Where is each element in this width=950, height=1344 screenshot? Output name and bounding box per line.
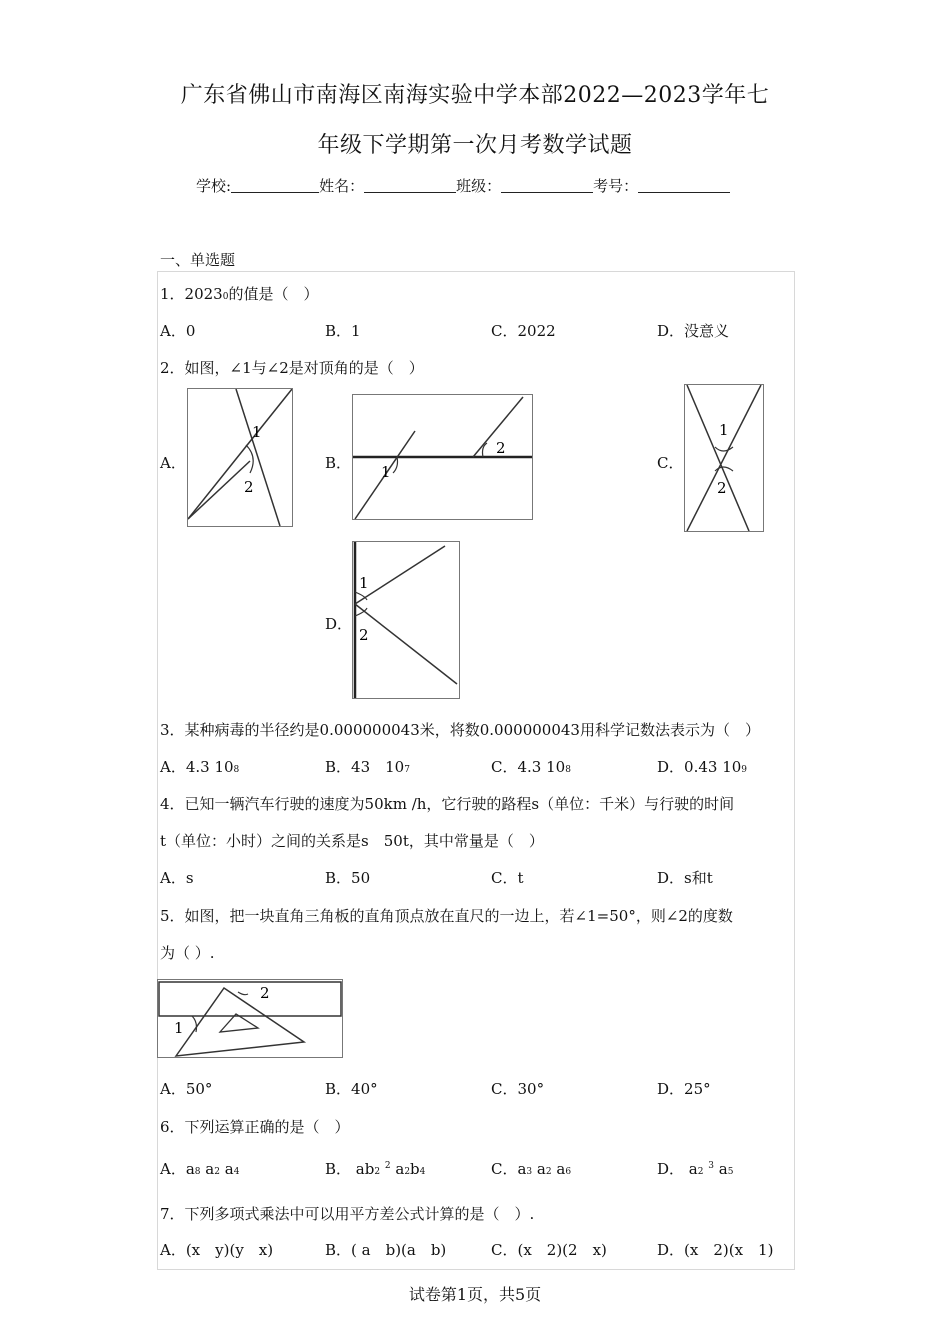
q5-option-a[interactable]: A．50° bbox=[160, 1080, 213, 1098]
q3-option-b[interactable]: B．43 107 bbox=[325, 758, 410, 776]
q1-stem-text-a: 1．2023 bbox=[160, 285, 223, 303]
q7-option-b[interactable]: B．( a b)(a b) bbox=[325, 1241, 447, 1259]
q1-option-c[interactable]: C．2022 bbox=[491, 322, 556, 340]
q2-stem: 2．如图，∠1与∠2是对顶角的是（ ） bbox=[160, 359, 424, 377]
q2-b-label-2: 2 bbox=[496, 439, 506, 457]
school-blank[interactable] bbox=[231, 178, 319, 193]
q5-stem-line-1: 5．如图，把一块直角三角板的直角顶点放在直尺的一边上，若∠1=50°，则∠2的度数 bbox=[160, 907, 733, 925]
q3-option-d[interactable]: D．0.43 109 bbox=[657, 758, 748, 776]
class-label: 班级： bbox=[456, 177, 502, 195]
q7-stem: 7．下列多项式乘法中可以用平方差公式计算的是（ ）. bbox=[160, 1205, 535, 1223]
q4-option-b[interactable]: B．50 bbox=[325, 869, 371, 887]
q2-c-label-1: 1 bbox=[719, 421, 729, 439]
title-line-1: 广东省佛山市南海区南海实验中学本部2022—2023学年七 bbox=[180, 83, 770, 108]
q6-option-a[interactable]: A．a8 a2 a4 bbox=[160, 1160, 240, 1178]
q7-option-c[interactable]: C．(x 2)(2 x) bbox=[491, 1241, 607, 1259]
q5-label-2: 2 bbox=[260, 984, 270, 1002]
q2-figure-a bbox=[187, 388, 293, 527]
name-label: 姓名： bbox=[319, 177, 365, 195]
q2-figure-d bbox=[352, 541, 460, 699]
q5-stem-line-2: 为（ ）. bbox=[160, 944, 215, 962]
exam-no-label: 考号： bbox=[593, 177, 639, 195]
q5-label-1: 1 bbox=[174, 1019, 184, 1037]
q6-option-d[interactable]: D． a2 $^3$ a5 bbox=[657, 1160, 734, 1178]
q2-b-label-1: 1 bbox=[381, 463, 391, 481]
page-footer: 试卷第1页，共5页 bbox=[408, 1285, 542, 1304]
q1-stem-exponent: 0 bbox=[222, 292, 229, 302]
q5-option-c[interactable]: C．30° bbox=[491, 1080, 545, 1098]
q3-option-a[interactable]: A．4.3 108 bbox=[160, 758, 240, 776]
q6-option-b[interactable]: B． ab2 $^2$ a2b4 bbox=[325, 1160, 426, 1178]
q5-option-d[interactable]: D．25° bbox=[657, 1080, 711, 1098]
q5-option-b[interactable]: B．40° bbox=[325, 1080, 378, 1098]
q7-option-a[interactable]: A．(x y)(y x) bbox=[160, 1241, 274, 1259]
q6-option-c[interactable]: C．a3 a2 a6 bbox=[491, 1160, 572, 1178]
q4-option-c[interactable]: C．t bbox=[491, 869, 524, 887]
q2-d-label-1: 1 bbox=[359, 574, 369, 592]
exam-no-blank[interactable] bbox=[638, 178, 730, 193]
q1-option-b[interactable]: B．1 bbox=[325, 322, 361, 340]
section-heading: 一、单选题 bbox=[160, 251, 236, 269]
q6-stem: 6．下列运算正确的是（ ） bbox=[160, 1118, 350, 1136]
q2-figure-c bbox=[684, 384, 764, 532]
q3-option-c[interactable]: C．4.3 108 bbox=[491, 758, 571, 776]
q1-option-a[interactable]: A．0 bbox=[160, 322, 196, 340]
q5-figure bbox=[157, 979, 343, 1058]
q2-option-b[interactable]: B． bbox=[325, 454, 352, 472]
q1-stem bbox=[160, 283, 318, 304]
q2-a-label-2: 2 bbox=[244, 478, 254, 496]
q4-stem-line-2: t（单位：小时）之间的关系是s 50t，其中常量是（ ） bbox=[160, 832, 544, 850]
q2-c-label-2: 2 bbox=[717, 479, 727, 497]
q2-d-label-2: 2 bbox=[359, 626, 369, 644]
q1-option-d[interactable]: D．没意义 bbox=[657, 322, 730, 340]
student-info-row bbox=[196, 175, 730, 196]
q4-option-a[interactable]: A．s bbox=[160, 869, 194, 887]
q2-option-d[interactable]: D． bbox=[325, 615, 353, 633]
title-line-2: 年级下学期第一次月考数学试题 bbox=[317, 133, 633, 158]
q3-stem: 3．某种病毒的半径约是0.000000043米，将数0.000000043用科学记数法表示为（ ） bbox=[160, 721, 760, 739]
q4-stem-line-1: 4．已知一辆汽车行驶的速度为50km /h，它行驶的路程s（单位：千米）与行驶的时间 bbox=[160, 795, 735, 813]
class-blank[interactable] bbox=[501, 178, 593, 193]
school-label: 学校: bbox=[196, 177, 232, 195]
q4-option-d[interactable]: D．s和t bbox=[657, 869, 713, 887]
q2-figure-b bbox=[352, 394, 533, 520]
q2-a-label-1: 1 bbox=[252, 423, 262, 441]
name-blank[interactable] bbox=[364, 178, 456, 193]
q2-option-c[interactable]: C． bbox=[657, 454, 684, 472]
q7-option-d[interactable]: D．(x 2)(x 1) bbox=[657, 1241, 774, 1259]
q1-stem-text-b: 的值是（ ） bbox=[228, 285, 319, 303]
q2-option-a[interactable]: A． bbox=[160, 454, 186, 472]
